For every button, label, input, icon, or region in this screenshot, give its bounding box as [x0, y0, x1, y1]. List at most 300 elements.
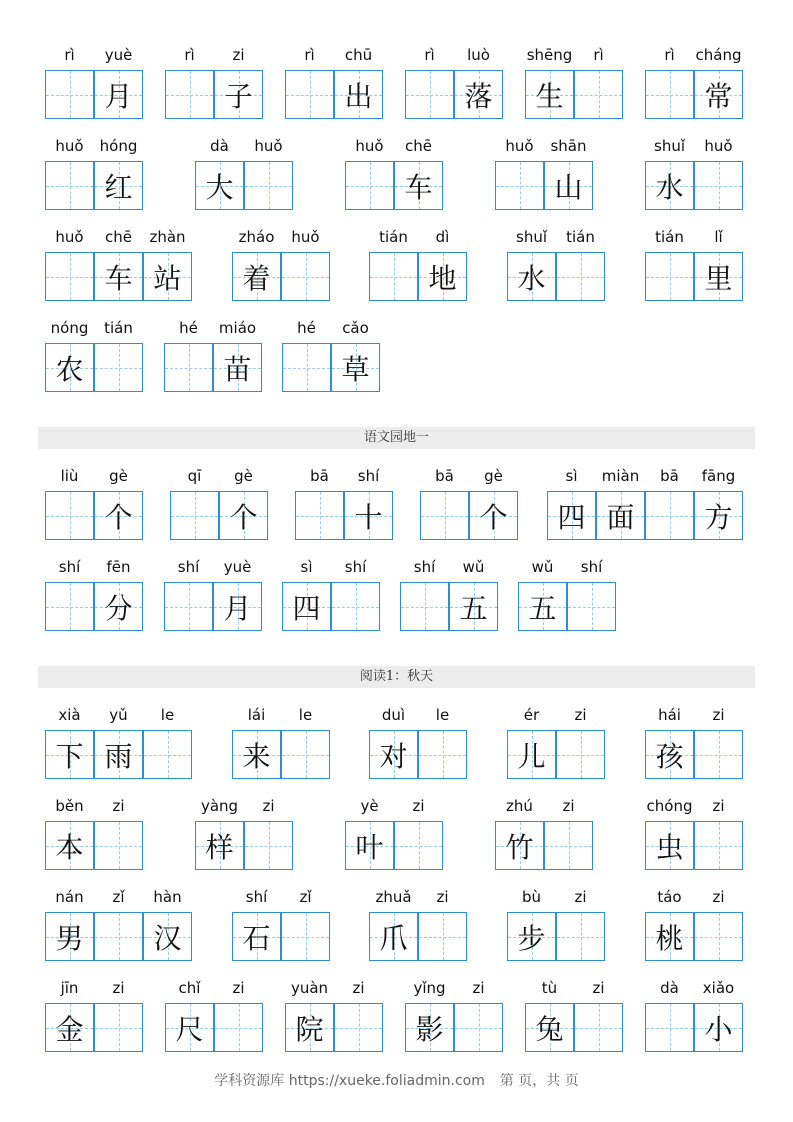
- hanzi-character: 金: [55, 1012, 84, 1046]
- hanzi-character: 桃: [655, 921, 684, 955]
- hanzi-character: 对: [379, 739, 408, 773]
- hanzi-character: 来: [242, 739, 271, 773]
- pinyin-label: zháo: [238, 228, 275, 246]
- tianzige-cell-filled: [469, 491, 518, 540]
- pinyin-label: huǒ: [505, 137, 534, 155]
- hanzi-character: 草: [341, 352, 370, 386]
- tianzige-cell-blank[interactable]: [420, 491, 469, 540]
- tianzige-cell-blank[interactable]: [556, 252, 605, 301]
- word-row: [0, 226, 793, 310]
- tianzige-cell-filled: [285, 1003, 334, 1052]
- tianzige-cell-filled: [94, 252, 143, 301]
- hanzi-character: [95, 913, 142, 960]
- pinyin-label: shí: [357, 467, 380, 485]
- hanzi-character: [215, 1004, 262, 1051]
- pinyin-label: zi: [112, 797, 125, 815]
- pinyin-label: zi: [112, 979, 125, 997]
- tianzige-cell-filled: [143, 912, 192, 961]
- tianzige-cell-blank[interactable]: [164, 582, 213, 631]
- tianzige-cell-filled: [45, 343, 94, 392]
- pinyin-label: zi: [232, 46, 245, 64]
- pinyin-label: huǒ: [355, 137, 384, 155]
- tianzige-cell-filled: [94, 582, 143, 631]
- pinyin-label: sì: [565, 467, 578, 485]
- pinyin-label: fāng: [701, 467, 736, 485]
- tianzige-cell-blank[interactable]: [164, 343, 213, 392]
- pinyin-label: gè: [484, 467, 503, 485]
- tianzige-cell-filled: [143, 252, 192, 301]
- hanzi-character: [282, 253, 329, 300]
- tianzige-cell-blank[interactable]: [694, 730, 743, 779]
- hanzi-character: 个: [229, 500, 258, 534]
- tianzige-cell-filled: [232, 912, 281, 961]
- pinyin-label: fēn: [106, 558, 131, 576]
- pinyin-label: huǒ: [704, 137, 733, 155]
- tianzige-cell-filled: [645, 912, 694, 961]
- hanzi-character: 常: [704, 79, 733, 113]
- pinyin-label: yuè: [104, 46, 133, 64]
- tianzige-cell-blank[interactable]: [170, 491, 219, 540]
- hanzi-character: 大: [205, 170, 234, 204]
- pinyin-label: shí: [177, 558, 200, 576]
- pinyin-label: le: [160, 706, 175, 724]
- tianzige-cell-blank[interactable]: [369, 252, 418, 301]
- tianzige-cell-blank[interactable]: [94, 343, 143, 392]
- hanzi-character: [296, 492, 343, 539]
- pinyin-label: chū: [344, 46, 373, 64]
- tianzige-cell-blank[interactable]: [400, 582, 449, 631]
- tianzige-cell-blank[interactable]: [94, 1003, 143, 1052]
- pinyin-label: hóng: [99, 137, 138, 155]
- pinyin-label: lái: [247, 706, 266, 724]
- pinyin-label: shí: [58, 558, 81, 576]
- pinyin-label: shí: [344, 558, 367, 576]
- tianzige-cell-blank[interactable]: [495, 161, 544, 210]
- tianzige-cell-blank[interactable]: [45, 582, 94, 631]
- tianzige-cell-filled: [331, 343, 380, 392]
- pinyin-label: bù: [521, 888, 542, 906]
- tianzige-cell-filled: [282, 582, 331, 631]
- pinyin-label: zi: [412, 797, 425, 815]
- pinyin-label: huǒ: [254, 137, 283, 155]
- tianzige-cell-filled: [394, 161, 443, 210]
- pinyin-label: nán: [55, 888, 84, 906]
- pinyin-label: shēng: [526, 46, 573, 64]
- word-row: [0, 977, 793, 1061]
- tianzige-cell-blank[interactable]: [94, 821, 143, 870]
- word-row: [0, 704, 793, 788]
- tianzige-cell-filled: [45, 912, 94, 961]
- tianzige-cell-filled: [344, 491, 393, 540]
- hanzi-character: [395, 822, 442, 869]
- pinyin-label: shí: [413, 558, 436, 576]
- hanzi-character: 四: [557, 500, 586, 534]
- hanzi-character: 苗: [223, 352, 252, 386]
- hanzi-character: [370, 253, 417, 300]
- hanzi-character: 方: [704, 500, 733, 534]
- tianzige-cell-blank[interactable]: [244, 821, 293, 870]
- pinyin-label: zi: [472, 979, 485, 997]
- hanzi-character: [46, 492, 93, 539]
- hanzi-character: [46, 253, 93, 300]
- pinyin-label: sì: [300, 558, 313, 576]
- hanzi-character: 站: [153, 261, 182, 295]
- hanzi-character: 步: [517, 921, 546, 955]
- hanzi-character: 红: [104, 170, 133, 204]
- hanzi-character: [646, 71, 693, 118]
- tianzige-cell-blank[interactable]: [281, 252, 330, 301]
- hanzi-character: 十: [354, 500, 383, 534]
- pinyin-label: jīn: [60, 979, 79, 997]
- hanzi-character: 男: [55, 921, 84, 955]
- pinyin-label: wǔ: [531, 558, 554, 576]
- word-row: [0, 465, 793, 549]
- hanzi-character: 叶: [355, 830, 384, 864]
- hanzi-character: [575, 71, 622, 118]
- pinyin-label: miáo: [218, 319, 257, 337]
- tianzige-cell-blank[interactable]: [454, 1003, 503, 1052]
- tianzige-cell-blank[interactable]: [694, 912, 743, 961]
- hanzi-character: [406, 71, 453, 118]
- pinyin-label: zi: [232, 979, 245, 997]
- tianzige-cell-filled: [525, 1003, 574, 1052]
- tianzige-cell-filled: [645, 161, 694, 210]
- tianzige-cell-blank[interactable]: [405, 70, 454, 119]
- tianzige-cell-blank[interactable]: [45, 161, 94, 210]
- hanzi-character: 个: [104, 500, 133, 534]
- tianzige-cell-filled: [525, 70, 574, 119]
- tianzige-cell-blank[interactable]: [345, 161, 394, 210]
- hanzi-character: [421, 492, 468, 539]
- tianzige-cell-blank[interactable]: [94, 912, 143, 961]
- tianzige-cell-filled: [232, 252, 281, 301]
- footer-page-label-a: 第: [499, 1073, 514, 1089]
- tianzige-cell-filled: [405, 1003, 454, 1052]
- pinyin-label: tù: [541, 979, 558, 997]
- tianzige-cell-filled: [544, 161, 593, 210]
- tianzige-cell-filled: [694, 70, 743, 119]
- hanzi-character: [283, 344, 330, 391]
- tianzige-cell-blank[interactable]: [645, 491, 694, 540]
- tianzige-cell-blank[interactable]: [394, 821, 443, 870]
- tianzige-cell-filled: [454, 70, 503, 119]
- pinyin-label: zi: [712, 797, 725, 815]
- pinyin-label: dà: [210, 137, 229, 155]
- tianzige-cell-blank[interactable]: [645, 1003, 694, 1052]
- tianzige-cell-filled: [418, 252, 467, 301]
- word-row: [0, 135, 793, 219]
- tianzige-cell-filled: [94, 730, 143, 779]
- hanzi-character: 山: [554, 170, 583, 204]
- hanzi-character: 五: [528, 591, 557, 625]
- tianzige-cell-blank[interactable]: [285, 70, 334, 119]
- word-row: [0, 556, 793, 640]
- hanzi-character: [144, 731, 191, 778]
- pinyin-label: rì: [664, 46, 675, 64]
- pinyin-label: tián: [104, 319, 133, 337]
- pinyin-label: chē: [405, 137, 432, 155]
- hanzi-character: [165, 344, 212, 391]
- pinyin-label: hé: [179, 319, 198, 337]
- word-row: [0, 317, 793, 401]
- hanzi-character: [335, 1004, 382, 1051]
- hanzi-character: 落: [464, 79, 493, 113]
- tianzige-cell-filled: [645, 821, 694, 870]
- footer-page-label-c: 页: [564, 1073, 579, 1089]
- pinyin-label: zǐ: [112, 888, 125, 906]
- tianzige-cell-blank[interactable]: [645, 70, 694, 119]
- tianzige-cell-blank[interactable]: [574, 70, 623, 119]
- hanzi-character: 水: [655, 170, 684, 204]
- pinyin-label: rì: [593, 46, 604, 64]
- hanzi-character: 车: [404, 170, 433, 204]
- pinyin-label: le: [435, 706, 450, 724]
- pinyin-label: yuè: [223, 558, 252, 576]
- pinyin-label: zhú: [506, 797, 533, 815]
- hanzi-character: 竹: [505, 830, 534, 864]
- pinyin-label: tián: [655, 228, 684, 246]
- hanzi-character: 小: [704, 1012, 733, 1046]
- pinyin-label: huǒ: [291, 228, 320, 246]
- tianzige-cell-filled: [45, 821, 94, 870]
- footer-page-label-b: 页，共: [518, 1073, 561, 1089]
- tianzige-cell-blank[interactable]: [556, 912, 605, 961]
- pinyin-label: bā: [310, 467, 329, 485]
- tianzige-cell-filled: [507, 252, 556, 301]
- hanzi-character: [401, 583, 448, 630]
- tianzige-cell-blank[interactable]: [244, 161, 293, 210]
- tianzige-cell-blank[interactable]: [281, 912, 330, 961]
- pinyin-label: rì: [184, 46, 195, 64]
- hanzi-character: 月: [104, 79, 133, 113]
- pinyin-label: liù: [60, 467, 79, 485]
- hanzi-character: 个: [479, 500, 508, 534]
- pinyin-label: dà: [660, 979, 679, 997]
- hanzi-character: [171, 492, 218, 539]
- tianzige-cell-filled: [345, 821, 394, 870]
- hanzi-character: 分: [104, 591, 133, 625]
- tianzige-cell-filled: [547, 491, 596, 540]
- hanzi-character: 汉: [153, 921, 182, 955]
- hanzi-character: 石: [242, 921, 271, 955]
- pinyin-label: yè: [360, 797, 379, 815]
- hanzi-character: [646, 1004, 693, 1051]
- tianzige-cell-blank[interactable]: [282, 343, 331, 392]
- hanzi-character: [646, 492, 693, 539]
- tianzige-cell-filled: [694, 252, 743, 301]
- tianzige-cell-filled: [369, 730, 418, 779]
- tianzige-cell-blank[interactable]: [165, 70, 214, 119]
- pinyin-label: shān: [550, 137, 587, 155]
- pinyin-label: zi: [574, 706, 587, 724]
- tianzige-cell-blank[interactable]: [295, 491, 344, 540]
- hanzi-character: 样: [205, 830, 234, 864]
- pinyin-label: chē: [105, 228, 132, 246]
- tianzige-cell-filled: [214, 70, 263, 119]
- hanzi-character: 生: [535, 79, 564, 113]
- pinyin-label: yǐng: [413, 979, 446, 997]
- hanzi-character: [166, 71, 213, 118]
- hanzi-character: [419, 913, 466, 960]
- tianzige-cell-filled: [694, 491, 743, 540]
- page-footer: [0, 1070, 793, 1090]
- hanzi-character: [496, 162, 543, 209]
- hanzi-character: [455, 1004, 502, 1051]
- pinyin-label: gè: [234, 467, 253, 485]
- tianzige-cell-filled: [195, 161, 244, 210]
- tianzige-cell-filled: [495, 821, 544, 870]
- pinyin-label: yuàn: [290, 979, 329, 997]
- hanzi-character: 月: [223, 591, 252, 625]
- hanzi-character: [286, 71, 333, 118]
- tianzige-cell-filled: [165, 1003, 214, 1052]
- tianzige-cell-blank[interactable]: [143, 730, 192, 779]
- tianzige-cell-blank[interactable]: [45, 252, 94, 301]
- pinyin-label: shuǐ: [516, 228, 547, 246]
- hanzi-character: [545, 822, 592, 869]
- pinyin-label: xià: [58, 706, 81, 724]
- tianzige-cell-filled: [45, 1003, 94, 1052]
- hanzi-character: 车: [104, 261, 133, 295]
- tianzige-cell-blank[interactable]: [645, 252, 694, 301]
- tianzige-cell-blank[interactable]: [331, 582, 380, 631]
- pinyin-label: zi: [574, 888, 587, 906]
- pinyin-label: tián: [379, 228, 408, 246]
- pinyin-label: rì: [64, 46, 75, 64]
- pinyin-label: cháng: [695, 46, 742, 64]
- pinyin-label: shuǐ: [654, 137, 685, 155]
- pinyin-label: zi: [352, 979, 365, 997]
- hanzi-character: 水: [517, 261, 546, 295]
- tianzige-cell-blank[interactable]: [418, 912, 467, 961]
- pinyin-label: hái: [658, 706, 681, 724]
- pinyin-label: zi: [712, 888, 725, 906]
- hanzi-character: 雨: [104, 739, 133, 773]
- tianzige-cell-filled: [645, 730, 694, 779]
- tianzige-cell-filled: [94, 491, 143, 540]
- pinyin-label: xiǎo: [702, 979, 735, 997]
- tianzige-cell-blank[interactable]: [281, 730, 330, 779]
- pinyin-label: lǐ: [714, 228, 723, 246]
- pinyin-label: gè: [109, 467, 128, 485]
- hanzi-character: [46, 162, 93, 209]
- hanzi-character: 兔: [535, 1012, 564, 1046]
- pinyin-label: chóng: [646, 797, 693, 815]
- tianzige-cell-blank[interactable]: [567, 582, 616, 631]
- tianzige-cell-filled: [94, 161, 143, 210]
- pinyin-label: huǒ: [55, 228, 84, 246]
- tianzige-cell-blank[interactable]: [694, 161, 743, 210]
- pinyin-label: yàng: [200, 797, 239, 815]
- section-header-reading-autumn: 阅读1：秋天: [38, 666, 755, 688]
- hanzi-character: 尺: [175, 1012, 204, 1046]
- hanzi-character: [46, 71, 93, 118]
- hanzi-character: 院: [295, 1012, 324, 1046]
- pinyin-label: wǔ: [462, 558, 485, 576]
- tianzige-cell-filled: [694, 1003, 743, 1052]
- tianzige-cell-blank[interactable]: [45, 491, 94, 540]
- pinyin-label: shí: [580, 558, 603, 576]
- tianzige-cell-filled: [195, 821, 244, 870]
- hanzi-character: [282, 731, 329, 778]
- footer-watermark: 学科资源库 https://xueke.foliadmin.com: [214, 1073, 485, 1089]
- hanzi-character: 儿: [517, 739, 546, 773]
- word-row: [0, 886, 793, 970]
- word-row: [0, 44, 793, 128]
- hanzi-character: [95, 822, 142, 869]
- pinyin-label: qī: [187, 467, 202, 485]
- word-row: [0, 795, 793, 879]
- tianzige-cell-filled: [596, 491, 645, 540]
- pinyin-label: ér: [523, 706, 540, 724]
- pinyin-label: cǎo: [342, 319, 369, 337]
- hanzi-character: [95, 1004, 142, 1051]
- pinyin-label: nóng: [50, 319, 89, 337]
- tianzige-cell-filled: [507, 730, 556, 779]
- tianzige-cell-filled: [45, 730, 94, 779]
- tianzige-cell-filled: [219, 491, 268, 540]
- hanzi-character: [575, 1004, 622, 1051]
- hanzi-character: [165, 583, 212, 630]
- tianzige-cell-filled: [507, 912, 556, 961]
- hanzi-character: 地: [428, 261, 457, 295]
- hanzi-character: [695, 913, 742, 960]
- hanzi-character: 孩: [655, 739, 684, 773]
- pinyin-label: zi: [262, 797, 275, 815]
- hanzi-character: [568, 583, 615, 630]
- tianzige-cell-filled: [232, 730, 281, 779]
- hanzi-character: [419, 731, 466, 778]
- tianzige-cell-blank[interactable]: [334, 1003, 383, 1052]
- pinyin-label: duì: [381, 706, 406, 724]
- hanzi-character: 农: [55, 352, 84, 386]
- pinyin-label: chǐ: [178, 979, 201, 997]
- hanzi-character: [346, 162, 393, 209]
- pinyin-label: hé: [297, 319, 316, 337]
- hanzi-character: [557, 253, 604, 300]
- hanzi-character: 出: [344, 79, 373, 113]
- tianzige-cell-blank[interactable]: [544, 821, 593, 870]
- pinyin-label: yǔ: [109, 706, 128, 724]
- pinyin-label: zǐ: [299, 888, 312, 906]
- tianzige-cell-blank[interactable]: [45, 70, 94, 119]
- hanzi-character: 四: [292, 591, 321, 625]
- tianzige-cell-blank[interactable]: [694, 821, 743, 870]
- hanzi-character: [245, 162, 292, 209]
- tianzige-cell-filled: [213, 582, 262, 631]
- pinyin-label: huǒ: [55, 137, 84, 155]
- pinyin-label: zi: [562, 797, 575, 815]
- hanzi-character: [695, 822, 742, 869]
- tianzige-cell-filled: [334, 70, 383, 119]
- hanzi-character: 子: [224, 79, 253, 113]
- hanzi-character: [695, 162, 742, 209]
- hanzi-character: [557, 731, 604, 778]
- pinyin-label: shí: [245, 888, 268, 906]
- pinyin-label: tián: [566, 228, 595, 246]
- hanzi-character: [557, 913, 604, 960]
- tianzige-cell-blank[interactable]: [214, 1003, 263, 1052]
- hanzi-character: [95, 344, 142, 391]
- hanzi-character: 下: [55, 739, 84, 773]
- tianzige-cell-blank[interactable]: [418, 730, 467, 779]
- tianzige-cell-blank[interactable]: [574, 1003, 623, 1052]
- tianzige-cell-blank[interactable]: [556, 730, 605, 779]
- pinyin-label: bā: [435, 467, 454, 485]
- hanzi-character: [46, 583, 93, 630]
- pinyin-label: zhuǎ: [375, 888, 412, 906]
- pinyin-label: běn: [55, 797, 84, 815]
